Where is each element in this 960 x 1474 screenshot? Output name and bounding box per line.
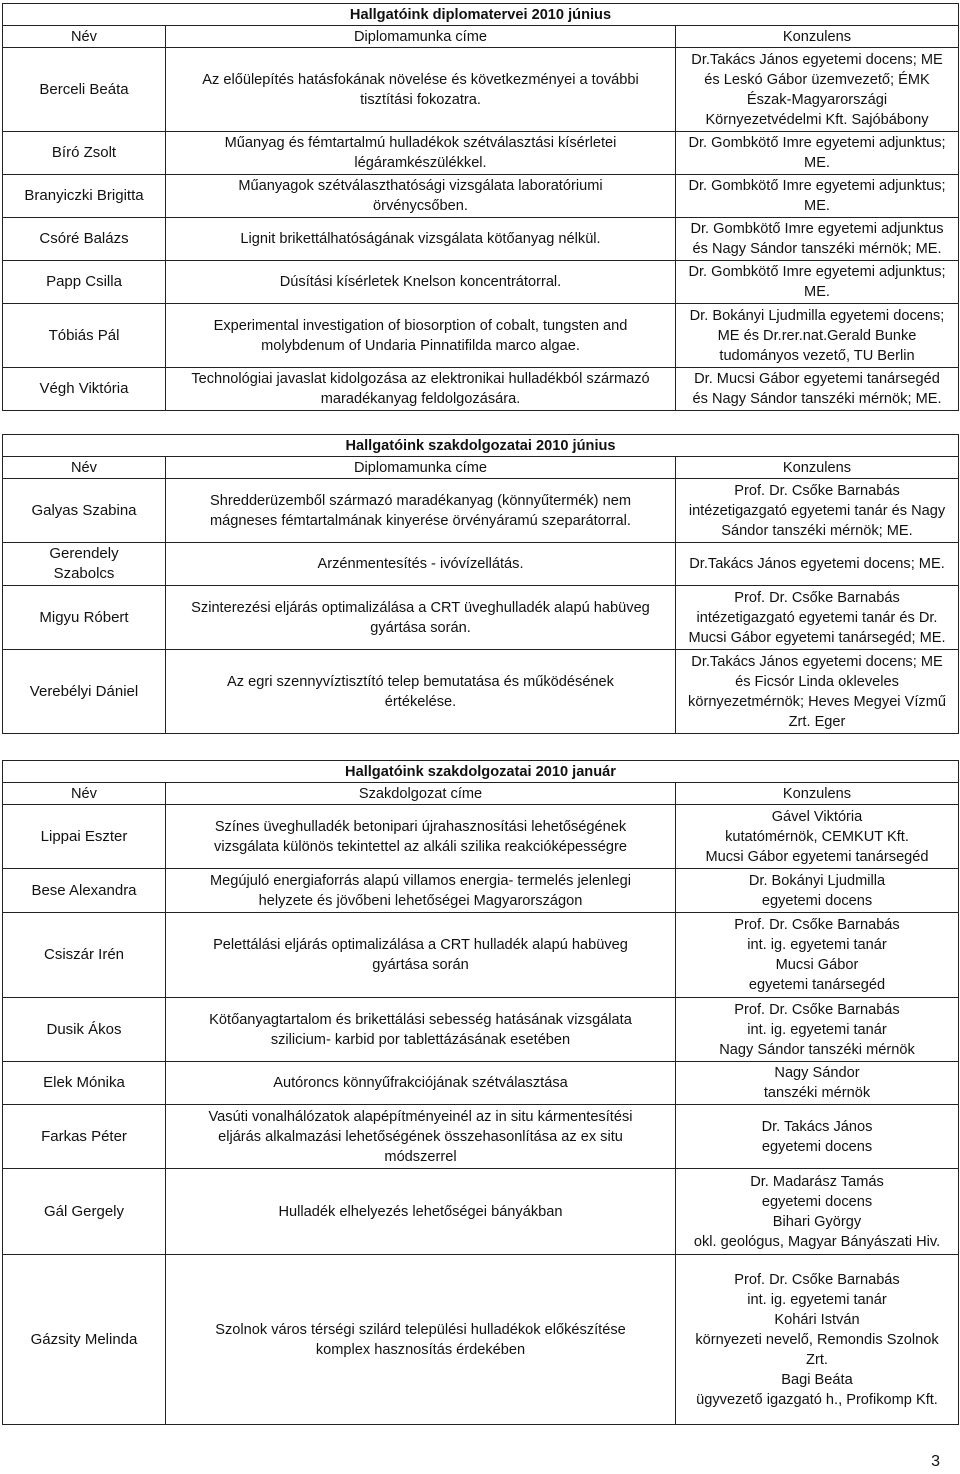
student-name: Lippai Eszter [3, 805, 166, 869]
advisor: Prof. Dr. Csőke Barnabás int. ig. egyetemi tanár Nagy Sándor tanszéki mérnök [676, 998, 959, 1062]
thesis-title: Vasúti vonalhálózatok alapépítményeinél az in situ kármentesítési eljárás alkalmazási lehetőségének összehasonlítása az ex situ módszerrel [166, 1105, 676, 1169]
table-row [3, 1105, 959, 1169]
advisor: Dr. Madarász Tamás egyetemi docens Bihari György okl. geológus, Magyar Bányászati Hiv. [676, 1169, 959, 1255]
table-row [3, 368, 959, 411]
table-row [3, 175, 959, 218]
advisor: Dr. Gombkötő Imre egyetemi adjunktus; ME. [676, 175, 959, 218]
advisor: Dr. Bokányi Ljudmilla egyetemi docens [676, 869, 959, 913]
thesis-title: Lignit brikettálhatóságának vizsgálata kötőanyag nélkül. [166, 218, 676, 261]
thesis-title: Szolnok város térségi szilárd települési hulladékok előkészítése komplex hasznosítás érdekében [166, 1255, 676, 1425]
student-name: Gerendely Szabolcs [3, 543, 166, 586]
student-name: Gál Gergely [3, 1169, 166, 1255]
column-header-name: Név [3, 457, 166, 479]
column-header-title: Diplomamunka címe [166, 26, 676, 48]
advisor: Dr. Mucsi Gábor egyetemi tanársegéd és Nagy Sándor tanszéki mérnök; ME. [676, 368, 959, 411]
thesis-title: Hulladék elhelyezés lehetőségei bányákban [166, 1169, 676, 1255]
student-name: Papp Csilla [3, 261, 166, 304]
table-row [3, 1255, 959, 1425]
table-row [3, 304, 959, 368]
column-header-name: Név [3, 26, 166, 48]
table-row [3, 48, 959, 132]
column-header-title: Szakdolgozat címe [166, 783, 676, 805]
student-name: Dusik Ákos [3, 998, 166, 1062]
advisor: Gável Viktória kutatómérnök, CEMKUT Kft. Mucsi Gábor egyetemi tanársegéd [676, 805, 959, 869]
advisor: Dr.Takács János egyetemi docens; ME és Ficsór Linda okleveles környezetmérnök; Heves Megyei Vízmű Zrt. Eger [676, 650, 959, 734]
section-title: Hallgatóink szakdolgozatai 2010 június [3, 435, 959, 457]
advisor: Prof. Dr. Csőke Barnabás intézetigazgató egyetemi tanár és Dr. Mucsi Gábor egyetemi tanársegéd; ME. [676, 586, 959, 650]
advisor: Dr. Bokányi Ljudmilla egyetemi docens; ME és Dr.rer.nat.Gerald Bunke tudományos vezető, TU Berlin [676, 304, 959, 368]
thesis-title: Műanyag és fémtartalmú hulladékok szétválasztási kísérletei légáramkészülékkel. [166, 132, 676, 175]
student-name: Elek Mónika [3, 1062, 166, 1105]
thesis-title: Dúsítási kísérletek Knelson koncentrátorral. [166, 261, 676, 304]
table-row [3, 132, 959, 175]
thesis-title: Szinterezési eljárás optimalizálása a CRT üveghulladék alapú habüveg gyártása során. [166, 586, 676, 650]
thesis-title: Műanyagok szétválaszthatósági vizsgálata laboratóriumi örvénycsőben. [166, 175, 676, 218]
thesis-title: Kötőanyagtartalom és brikettálási sebesség hatásának vizsgálata szilicium- karbid por tablettázásának esetében [166, 998, 676, 1062]
advisor: Dr. Gombkötő Imre egyetemi adjunktus; ME. [676, 261, 959, 304]
column-header-name: Név [3, 783, 166, 805]
thesis-title: Megújuló energiaforrás alapú villamos energia- termelés jelenlegi helyzete és jövőbeni lehetőségei Magyarországon [166, 869, 676, 913]
student-name: Berceli Beáta [3, 48, 166, 132]
advisor: Dr. Gombkötő Imre egyetemi adjunktus és Nagy Sándor tanszéki mérnök; ME. [676, 218, 959, 261]
section-title: Hallgatóink diplomatervei 2010 június [3, 4, 959, 26]
student-name: Gázsity Melinda [3, 1255, 166, 1425]
student-name: Végh Viktória [3, 368, 166, 411]
column-header-advisor: Konzulens [676, 457, 959, 479]
table-row [3, 1169, 959, 1255]
advisor: Dr. Takács János egyetemi docens [676, 1105, 959, 1169]
student-name: Farkas Péter [3, 1105, 166, 1169]
column-header-title: Diplomamunka címe [166, 457, 676, 479]
thesis-title: Pelettálási eljárás optimalizálása a CRT hulladék alapú habüveg gyártása során [166, 913, 676, 998]
table-row [3, 479, 959, 543]
section-title: Hallgatóink szakdolgozatai 2010 január [3, 761, 959, 783]
advisor: Prof. Dr. Csőke Barnabás int. ig. egyetemi tanár Kohári István környezeti nevelő, Remondis Szolnok Zrt. Bagi Beáta ügyvezető igazgató h., Profikomp Kft. [676, 1255, 959, 1425]
bachelor-theses-june-table [2, 434, 959, 734]
table-row [3, 1062, 959, 1105]
student-name: Csóré Balázs [3, 218, 166, 261]
student-name: Tóbiás Pál [3, 304, 166, 368]
advisor: Dr.Takács János egyetemi docens; ME és Leskó Gábor üzemvezető; ÉMK Észak-Magyarországi Környezetvédelmi Kft. Sajóbábony [676, 48, 959, 132]
advisor: Dr. Gombkötő Imre egyetemi adjunktus; ME. [676, 132, 959, 175]
thesis-title: Experimental investigation of biosorption of cobalt, tungsten and molybdenum of Undaria Pinnatifilda marco algae. [166, 304, 676, 368]
student-name: Bíró Zsolt [3, 132, 166, 175]
thesis-title: Az egri szennyvíztisztító telep bemutatása és működésének értékelése. [166, 650, 676, 734]
table-row [3, 913, 959, 998]
page-number: 3 [931, 1453, 940, 1470]
table-row [3, 586, 959, 650]
student-name: Galyas Szabina [3, 479, 166, 543]
advisor: Nagy Sándor tanszéki mérnök [676, 1062, 959, 1105]
thesis-title: Autóroncs könnyűfrakciójának szétválasztása [166, 1062, 676, 1105]
table-row [3, 805, 959, 869]
bachelor-theses-january-table [2, 760, 959, 1425]
thesis-title: Színes üveghulladék betonipari újrahasznosítási lehetőségének vizsgálata különös tekintettel az alkáli szilika reakcióképességre [166, 805, 676, 869]
thesis-title: Shredderüzemből származó maradékanyag (könnyűtermék) nem mágneses fémtartalmának kinyerése örvényáramú szeparátorral. [166, 479, 676, 543]
thesis-title: Arzénmentesítés - ivóvízellátás. [166, 543, 676, 586]
student-name: Bese Alexandra [3, 869, 166, 913]
column-header-advisor: Konzulens [676, 26, 959, 48]
table-row [3, 998, 959, 1062]
diploma-theses-table [2, 3, 959, 411]
advisor: Dr.Takács János egyetemi docens; ME. [676, 543, 959, 586]
student-name: Csiszár Irén [3, 913, 166, 998]
table-row [3, 218, 959, 261]
thesis-title: Technológiai javaslat kidolgozása az elektronikai hulladékból származó maradékanyag feldolgozására. [166, 368, 676, 411]
student-name: Branyiczki Brigitta [3, 175, 166, 218]
student-name: Verebélyi Dániel [3, 650, 166, 734]
student-name: Migyu Róbert [3, 586, 166, 650]
column-header-advisor: Konzulens [676, 783, 959, 805]
thesis-title: Az előülepítés hatásfokának növelése és következményei a további tisztítási fokozatra. [166, 48, 676, 132]
advisor: Prof. Dr. Csőke Barnabás int. ig. egyetemi tanár Mucsi Gábor egyetemi tanársegéd [676, 913, 959, 998]
table-row [3, 543, 959, 586]
table-row [3, 869, 959, 913]
table-row [3, 261, 959, 304]
advisor: Prof. Dr. Csőke Barnabás intézetigazgató egyetemi tanár és Nagy Sándor tanszéki mérnök; ME. [676, 479, 959, 543]
table-row [3, 650, 959, 734]
